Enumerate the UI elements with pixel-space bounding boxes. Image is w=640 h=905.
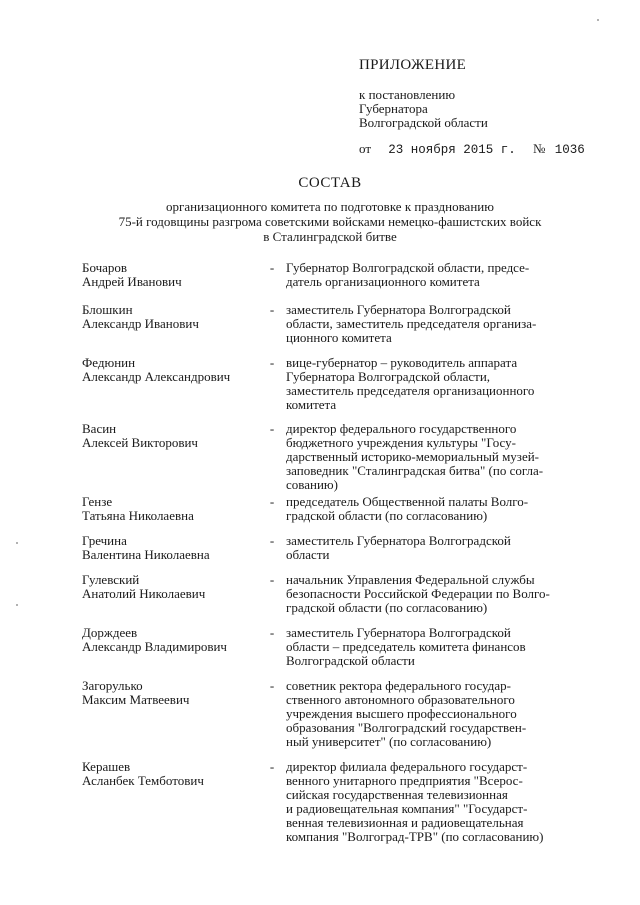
role-line: заместитель председателя организационного (286, 383, 535, 398)
role-line: ственного автономного образовательного (286, 692, 515, 707)
committee-member (82, 679, 582, 749)
member-given-names: Татьяна Николаевна (82, 508, 194, 523)
member-given-names: Алексей Викторович (82, 435, 198, 450)
role-line: директор филиала федерального государст- (286, 759, 528, 774)
document-subtitle (60, 199, 600, 244)
separator-dash: - (269, 759, 275, 774)
role-line: дарственный историко-мемориальный музей- (286, 449, 539, 464)
member-surname: Васин (82, 421, 117, 436)
role-line: учреждения высшего профессионального (286, 706, 517, 721)
role-line: безопасности Российской Федерации по Волго- (286, 586, 550, 601)
role-line: градской области (по согласованию) (286, 600, 488, 615)
committee-member (82, 495, 582, 523)
member-name (82, 356, 258, 384)
scan-speck (16, 542, 18, 544)
member-surname: Керашев (82, 759, 131, 774)
member-name (82, 679, 258, 707)
member-given-names: Валентина Николаевна (82, 547, 210, 562)
member-given-names: Александр Александрович (82, 369, 231, 384)
member-name (82, 495, 258, 523)
subtitle-line: в Сталинградской битве (263, 229, 397, 244)
member-role (286, 303, 582, 345)
role-line: области (286, 547, 330, 562)
role-line: директор федерального государственного (286, 421, 517, 436)
committee-member (82, 626, 582, 668)
role-line: Губернатора Волгоградской области, (286, 369, 491, 384)
member-given-names: Асланбек Темботович (82, 773, 204, 788)
role-line: Губернатор Волгоградской области, предсе- (286, 260, 530, 275)
committee-member (82, 303, 582, 345)
number-sign: № (533, 141, 546, 156)
role-line: венная телевизионная и радиовещательная (286, 815, 524, 830)
committee-member (82, 534, 582, 562)
role-line: градской области (по согласованию) (286, 508, 488, 523)
member-surname: Дорждеев (82, 625, 138, 640)
scan-speck (597, 19, 599, 21)
member-surname: Бочаров (82, 260, 128, 275)
role-line: председатель Общественной палаты Волго- (286, 494, 529, 509)
decree-date-line (359, 142, 585, 157)
member-surname: Загорулько (82, 678, 143, 693)
role-line: бюджетного учреждения культуры "Госу- (286, 435, 516, 450)
ref-line: Губернатора (359, 101, 428, 116)
separator-dash: - (269, 625, 275, 640)
role-line: сийская государственная телевизионная (286, 787, 508, 802)
member-role (286, 573, 582, 615)
member-role (286, 626, 582, 668)
decree-date: 23 ноября 2015 г. (388, 143, 516, 157)
role-line: комитета (286, 397, 337, 412)
subtitle-line: 75-й годовщины разгрома советскими войсками немецко-фашистских войск (118, 214, 542, 229)
member-surname: Гензе (82, 494, 113, 509)
member-role (286, 495, 582, 523)
member-name (82, 760, 258, 788)
document-title: СОСТАВ (298, 175, 362, 191)
separator-dash: - (269, 678, 275, 693)
member-surname: Федюнин (82, 355, 136, 370)
date-prefix: от (359, 141, 372, 156)
appendix-title: ПРИЛОЖЕНИЕ (359, 57, 467, 73)
scan-speck (16, 604, 18, 606)
role-line: области – председатель комитета финансов (286, 639, 526, 654)
role-line: образования "Волгоградский государствен- (286, 720, 527, 735)
member-name (82, 626, 258, 654)
role-line: ционного комитета (286, 330, 392, 345)
committee-member (82, 356, 582, 412)
role-line: ный университет" (по согласованию) (286, 734, 492, 749)
member-role (286, 356, 582, 412)
member-surname: Гречина (82, 533, 127, 548)
role-line: и радиовещательная компания" "Государст- (286, 801, 528, 816)
role-line: заместитель Губернатора Волгоградской (286, 533, 511, 548)
separator-dash: - (269, 355, 275, 370)
separator-dash: - (269, 494, 275, 509)
decree-number: 1036 (554, 143, 585, 157)
role-line: заповедник "Сталинградская битва" (по согла- (286, 463, 544, 478)
member-given-names: Анатолий Николаевич (82, 586, 206, 601)
separator-dash: - (269, 572, 275, 587)
member-given-names: Александр Владимирович (82, 639, 227, 654)
role-line: Волгоградской области (286, 653, 415, 668)
member-role (286, 261, 582, 289)
member-role (286, 679, 582, 749)
member-role (286, 534, 582, 562)
ref-line: Волгоградской области (359, 115, 488, 130)
subtitle-line: организационного комитета по подготовке к празднованию (166, 199, 494, 214)
member-surname: Гулевский (82, 572, 140, 587)
appendix-block (359, 58, 585, 157)
appendix-reference (359, 88, 585, 130)
role-line: заместитель Губернатора Волгоградской (286, 625, 511, 640)
member-surname: Блошкин (82, 302, 133, 317)
member-name (82, 303, 258, 331)
member-name (82, 573, 258, 601)
role-line: заместитель Губернатора Волгоградской (286, 302, 511, 317)
member-role (286, 760, 582, 844)
committee-member (82, 261, 582, 289)
member-name (82, 422, 258, 450)
committee-member (82, 760, 582, 844)
member-name (82, 261, 258, 289)
member-given-names: Александр Иванович (82, 316, 199, 331)
role-line: датель организационного комитета (286, 274, 480, 289)
member-given-names: Максим Матвеевич (82, 692, 190, 707)
separator-dash: - (269, 302, 275, 317)
member-given-names: Андрей Иванович (82, 274, 182, 289)
member-name (82, 534, 258, 562)
role-line: вице-губернатор – руководитель аппарата (286, 355, 518, 370)
role-line: области, заместитель председателя организа- (286, 316, 537, 331)
committee-member (82, 422, 582, 492)
ref-line: к постановлению (359, 87, 456, 102)
role-line: сованию) (286, 477, 338, 492)
separator-dash: - (269, 533, 275, 548)
member-role (286, 422, 582, 492)
role-line: венного унитарного предприятия "Всерос- (286, 773, 523, 788)
role-line: советник ректора федерального государ- (286, 678, 511, 693)
separator-dash: - (269, 260, 275, 275)
separator-dash: - (269, 421, 275, 436)
role-line: начальник Управления Федеральной службы (286, 572, 535, 587)
committee-member (82, 573, 582, 615)
role-line: компания "Волгоград-ТРВ" (по согласованию) (286, 829, 544, 844)
